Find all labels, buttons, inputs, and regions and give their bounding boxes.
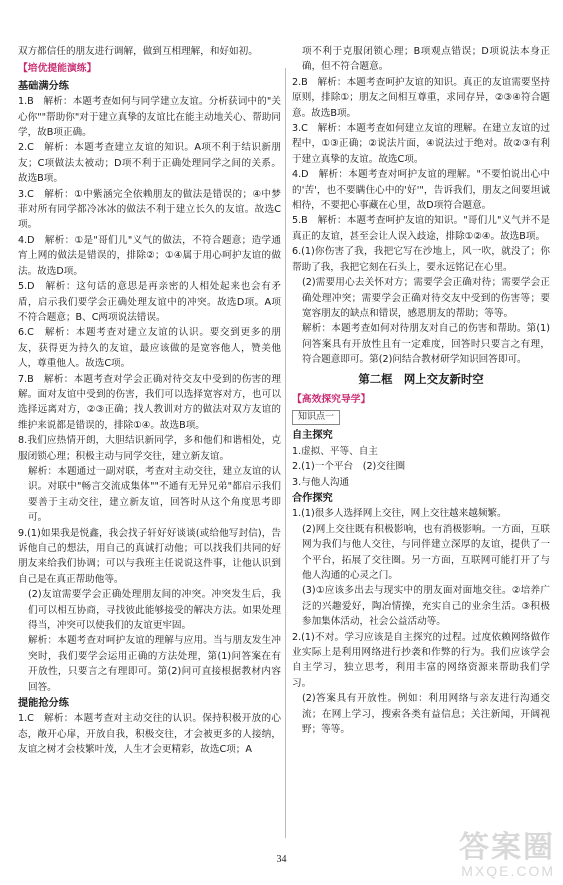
subheading-advanced: 提能抢分练 — [18, 698, 69, 710]
analysis-text: 解析：本题考查对呵护友谊的理解与应用。当与朋友发生冲突时，我们要学会运用正确的方法处理，第(1)问答案在有开放性，只要言之有理即可。第(2)问可直接根据教材内容回答。 — [28, 635, 281, 693]
answer-item: 5.D 解析：这句话的意思是再亲密的人相处起来也会有矛盾，启示我们要学会正确处理友谊中的冲突。故选D项。A项不符合题意；B、C两项说法错误。 — [18, 281, 281, 323]
left-column — [18, 44, 281, 758]
answer-item: 3.与他人沟通 — [292, 476, 350, 488]
paragraph: 项不利于克服闭锁心理；B项观点错误；D项说法本身正确，但不符合题意。 — [302, 46, 550, 73]
answer-item: 2.(1)一个平台 (2)交往圈 — [292, 461, 406, 473]
answer-item: (3)①应该多出去与现实中的朋友面对面地交往。②培养广泛的兴趣爱好，陶冶情操，充实自己的业余生活。③积极参加集体活动，社会公益活动等。 — [302, 585, 550, 628]
answer-item: 1.B 解析：本题考查如何与同学建立友谊。分析获词中的"关心你""帮助你"对于建立真挚的友谊比在能主动地关心、帮助同学，故B项正确。 — [18, 96, 281, 139]
analysis-text: 解析：本题通过一副对联，考查对主动交往，建立友谊的认识。对联中"畅言交流成集体""不通有无异兄弟"都启示我们要善于主动交往，建立新友谊，回答时从这个角度思考即可。 — [28, 465, 281, 524]
answer-item: 7.B 解析：本题考查对学会正确对待交友中受到的伤害的理解。面对友谊中受到的伤害，我们可以选择宽容对方，也可以选择远离对方，②③正确；找人教训对方的做法对双方友谊的维护来说都是错误的，排除①④。故选B项。 — [18, 373, 281, 431]
answer-item: 2.(1)不对。学习应该是自主探究的过程。过度依赖网络做作业实际上是利用网络进行抄袭和作弊的行为。我们应该学会自主学习，独立思考，利用丰富的网络资源来帮助我们学习。 — [292, 631, 550, 689]
answer-item: (2)答案具有开放性。例如：利用网络与亲友进行沟通交流；在网上学习，搜索各类有益信息；关注新闻，开阔视野；等等。 — [302, 693, 550, 736]
knowledge-point-tag: 知识点一 — [292, 410, 340, 425]
section-heading-practice: 【培优提能演练】 — [18, 63, 97, 75]
answer-item: 6.C 解析：本题考查对建立友谊的认识。要交到更多的朋友，获得更为持久的友谊，最应该做的是宽容他人，赞美他人，尊重他人。故选C项。 — [18, 327, 281, 370]
lesson-title: 第二框 网上交友新时空 — [358, 371, 484, 386]
watermark-brand: 答案圈 — [459, 830, 555, 865]
answer-item: 3.C 解析：①中紫涵完全依赖朋友的做法是错误的；④中梦菲对所有同学都冷冰冰的做法不利于建立长久的友谊。故选C项。 — [18, 188, 281, 231]
answer-item: 2.B 解析：本题考查呵护友谊的知识。真正的友谊需要坚持原则，排除①；朋友之间相互尊重，求同存异，②③④符合题意。故选B项。 — [292, 76, 550, 119]
answer-item: 1.(1)很多人选择网上交往，网上交往越来越频繁。 — [292, 508, 507, 520]
paragraph: 双方都信任的朋友进行调解，做到互相理解，和好如初。 — [18, 46, 258, 57]
answer-item: 1.C 解析：本题考查对主动交往的认识。保持积极开放的心态，敞开心扉，开放自我，积极交往，才会被更多的人接纳，友谊之树才会枝繁叶茂，人生才会更精彩，故选C项；A — [18, 713, 281, 756]
answer-item: 5.B 解析：本题考查呵护友谊的知识。"哥们儿"义气并不是真正的友谊，甚至会让人误入歧途，排除①②④。故选B项。 — [292, 215, 550, 242]
answer-item: 1.虚拟、平等、自主 — [292, 445, 378, 457]
subheading-self-explore: 自主探究 — [292, 430, 333, 442]
right-column — [292, 44, 550, 737]
answer-item: 4.D 解析：本题考查对呵护友谊的理解。"不要怕说出心中的'苦'，也不要瞒住心中的'好'"，告诉我们，朋友之间要坦诚相待，不要把心事藏在心里，故D项符合题意。 — [292, 169, 550, 212]
answer-item: 9.(1)如果我是悦鑫，我会找子轩好好谈谈(或给他写封信)，告诉他自己的想法，用自己的真诚打动他；可以找我们共同的好朋友来给我们协调；可以与我班主任说说这件事，让他认识到自己是在真正帮助他等。 — [18, 527, 281, 585]
answer-item: (2)需要用心去关怀对方；需要学会正确对待；需要学会正确处理冲突；需要学会正确对待交友中受到的伤害等；要宽容朋友的缺点和错误，感恩朋友的帮助；等等。 — [302, 277, 550, 319]
section-heading-explore: 【高效探究导学】 — [292, 393, 371, 405]
answer-item: 3.C 解析：本题考查如何建立友谊的理解。在建立友谊的过程中，①③正确；②说法片面，④说法过于绝对。故②③有利于建立真挚的友谊。故选C项。 — [292, 123, 550, 165]
answer-item: 8.我们应热情开朗，大胆结识新同学，多和他们和谐相处，克服闭锁心理；积极主动与同学交往，建立新友谊。 — [18, 435, 281, 462]
answer-item: (2)网上交往既有积极影响，也有消极影响。一方面，互联网为我们与他人交往，与同伴建立深厚的友谊，提供了一个平台，拓展了交往圈。另一方面，互联网可能打开了与他人沟通的心灵之门。 — [302, 523, 550, 581]
page-number: 34 — [276, 854, 287, 865]
column-divider — [285, 68, 286, 838]
watermark-logo — [459, 830, 555, 879]
answer-item: 4.D 解析：①是"哥们儿"义气的做法，不符合题意；造学通宵上网的做法是错误的，排除②；①④属于用心呵护友谊的做法。故选D项。 — [18, 234, 281, 277]
answer-item: 2.C 解析：本题考查建立友谊的知识。A项不利于结识新朋友；C项做法太被动；D项不利于正确处理同学之间的关系。故选B项。 — [18, 142, 281, 185]
answer-item: 6.(1)你伤害了我，我把它写在沙地上，风一吹，就没了；你帮助了我，我把它刻在石头上，要永远铭记在心里。 — [292, 246, 550, 273]
watermark-url: MXQE.COM — [461, 863, 555, 879]
subheading-basic: 基础满分练 — [18, 80, 69, 92]
subheading-cooperative: 合作探究 — [292, 492, 333, 504]
answer-item: (2)友谊需要学会正确处理朋友间的冲突。冲突发生后，我们可以相互协商，寻找彼此能够接受的解决方法。如果处理得当，冲突可以使我们的友谊更牢固。 — [28, 589, 281, 632]
analysis-text: 解析：本题考查如何对待朋友对自己的伤害和帮助。第(1)问答案具有开放性且有一定难度，回答时只要言之有理，符合题意即可。第(2)问结合教材研学知识回答即可。 — [302, 323, 550, 366]
